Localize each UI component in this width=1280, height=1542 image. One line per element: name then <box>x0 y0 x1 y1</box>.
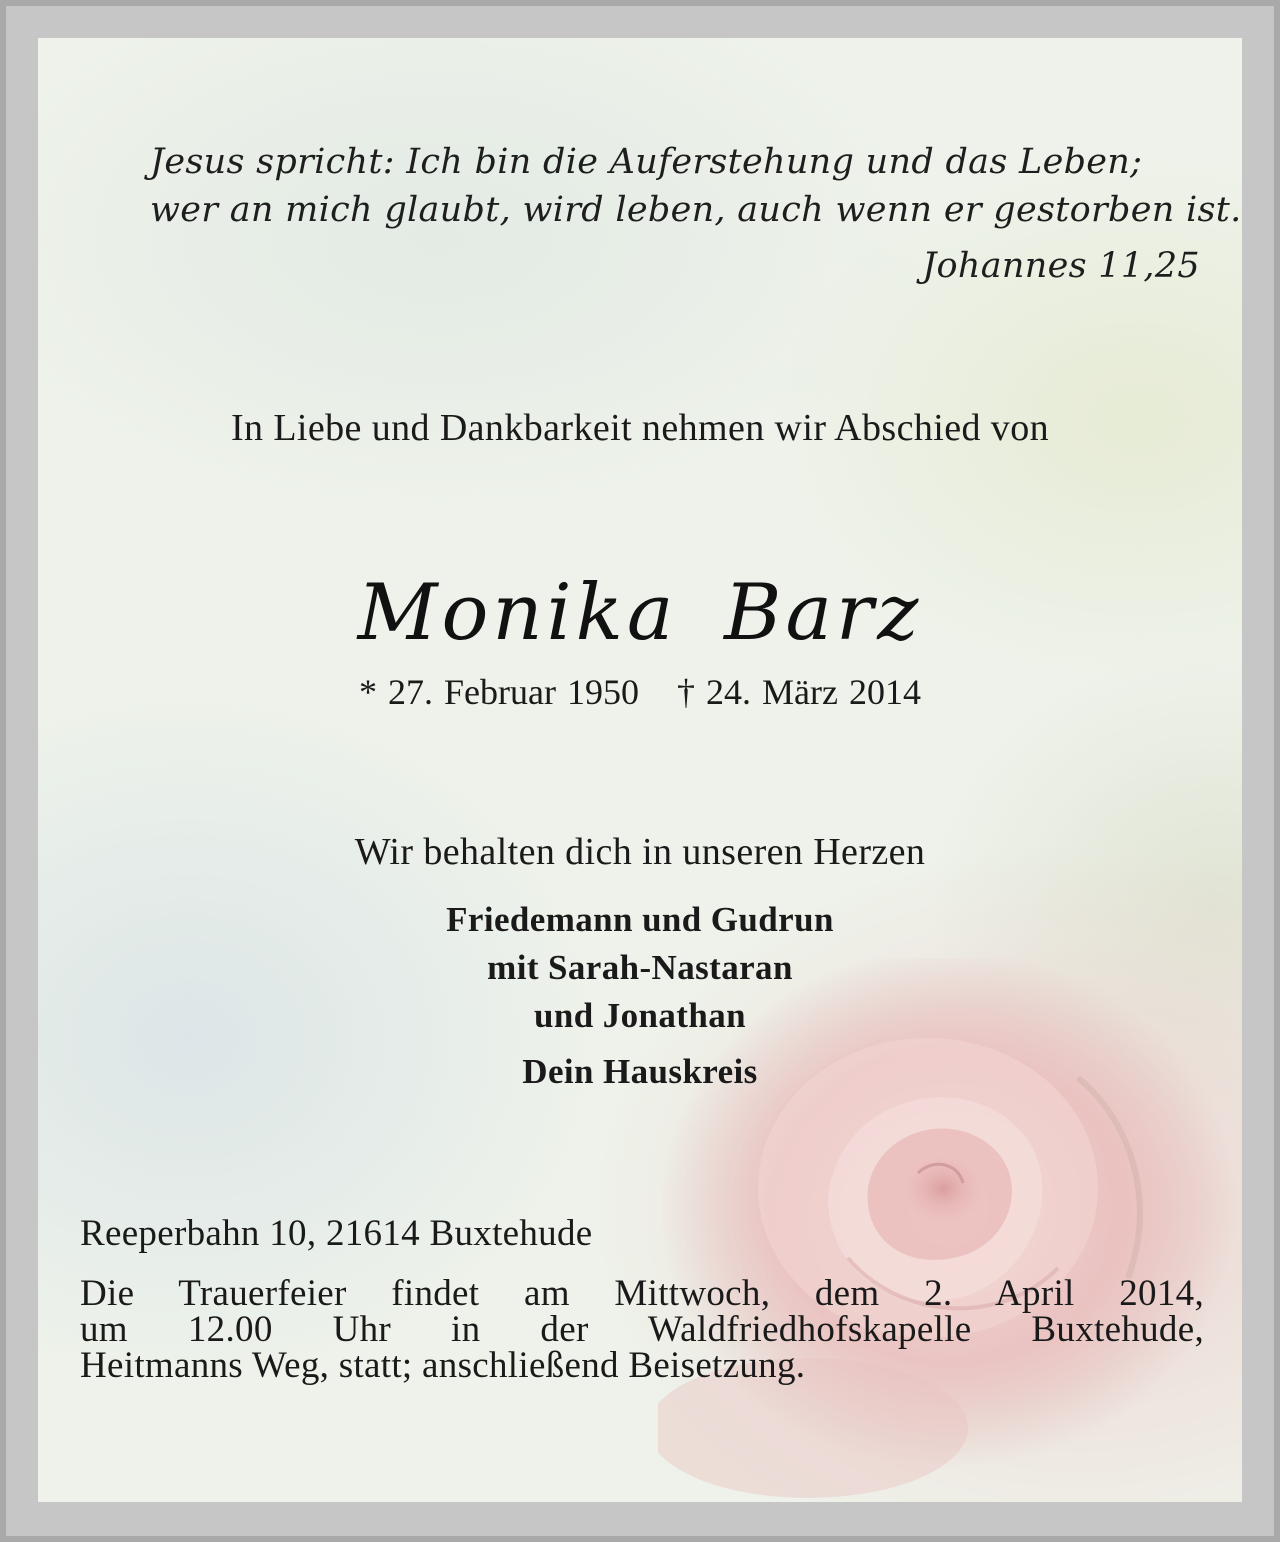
service-details <box>80 1273 1204 1386</box>
service-line-1: Die Trauerfeier findet am Mittwoch, dem 2. April 2014, <box>80 1273 1204 1314</box>
service-line-3: Heitmanns Weg, statt; anschließend Beisetzung. <box>80 1345 806 1386</box>
mourner-line: Dein Hauskreis <box>522 1052 758 1091</box>
mourner-line: Friedemann und Gudrun <box>446 900 834 939</box>
mourner-line: und Jonathan <box>534 996 746 1035</box>
life-dates <box>38 671 1242 713</box>
mourner-line: mit Sarah-Nastaran <box>487 948 793 987</box>
verse-line-1: Jesus spricht: Ich bin die Auferstehung und das Leben; <box>150 142 1143 182</box>
deceased-name: Monika Barz <box>357 568 923 658</box>
rose-illustration <box>658 958 1242 1502</box>
obituary-card <box>38 38 1242 1502</box>
verse-reference: Johannes 11,25 <box>922 246 1200 286</box>
address: Reeperbahn 10, 21614 Buxtehude <box>80 1213 593 1254</box>
intro-text: In Liebe und Dankbarkeit nehmen wir Abschied von <box>230 407 1050 449</box>
service-line-2: um 12.00 Uhr in der Waldfriedhofskapelle Buxtehude, <box>80 1309 1204 1350</box>
birth-date: * 27. Februar 1950 <box>359 672 639 712</box>
closing-line: Wir behalten dich in unseren Herzen <box>354 831 926 873</box>
death-date: † 24. März 2014 <box>677 672 921 712</box>
verse-line-2: wer an mich glaubt, wird leben, auch wenn er gestorben ist. <box>150 190 1242 230</box>
